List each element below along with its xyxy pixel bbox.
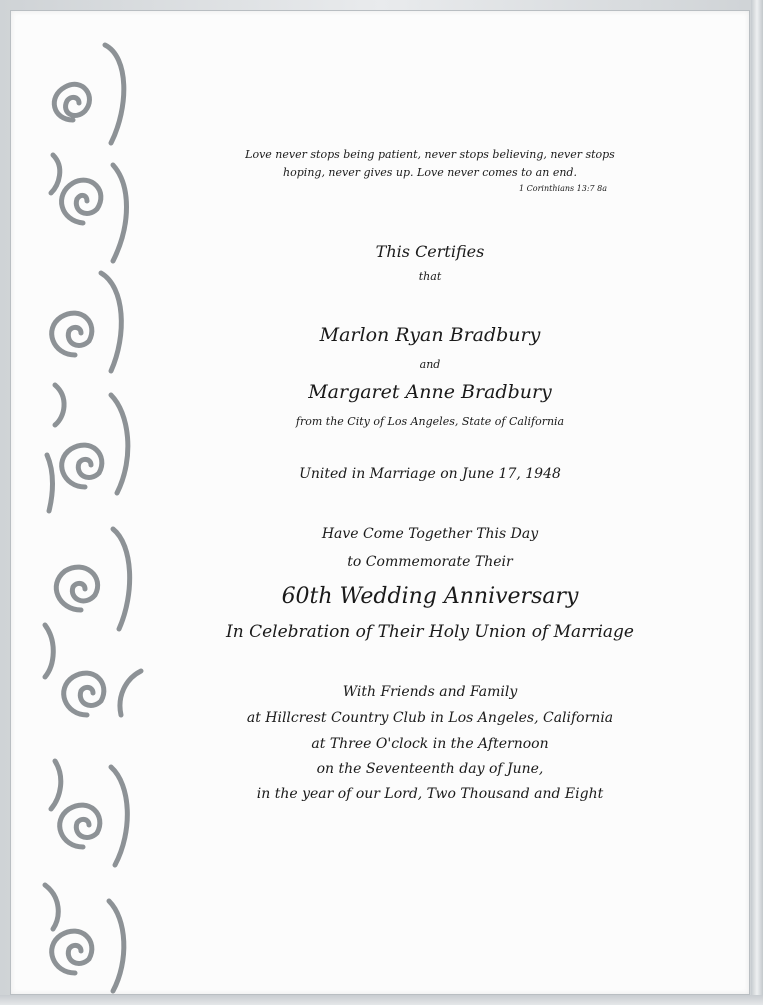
together-line-2: to Commemorate Their: [347, 554, 513, 570]
details-line-2: at Hillcrest Country Club in Los Angeles, California: [246, 710, 614, 726]
origin-text: from the City of Los Angeles, State of California: [295, 415, 565, 428]
that-text: that: [418, 270, 442, 283]
frame-right-edge: [751, 0, 763, 1005]
details-line-4: on the Seventeenth day of June,: [316, 761, 544, 777]
details-line-5: in the year of our Lord, Two Thousand and Eight: [256, 786, 604, 802]
verse-citation: 1 Corinthians 13:7 8a: [519, 184, 607, 193]
frame-bottom-edge: [0, 995, 763, 1005]
marriage-date: United in Marriage on June 17, 1948: [299, 466, 561, 482]
swirl-border-icon: [25, 25, 145, 1003]
name-wife: Margaret Anne Bradbury: [308, 381, 552, 403]
name-husband: Marlon Ryan Bradbury: [319, 324, 541, 346]
details-line-3: at Three O'clock in the Afternoon: [311, 736, 549, 752]
together-line-1: Have Come Together This Day: [321, 526, 539, 542]
verse-line-1: Love never stops being patient, never stops believing, never stops: [245, 148, 615, 161]
certifies-heading: This Certifies: [375, 242, 485, 261]
celebration-line: In Celebration of Their Holy Union of Marriage: [226, 622, 634, 642]
anniversary-title: 60th Wedding Anniversary: [281, 584, 579, 609]
details-line-1: With Friends and Family: [342, 684, 518, 700]
verse-line-2: hoping, never gives up. Love never comes to an end.: [283, 166, 577, 179]
and-text: and: [419, 358, 441, 371]
